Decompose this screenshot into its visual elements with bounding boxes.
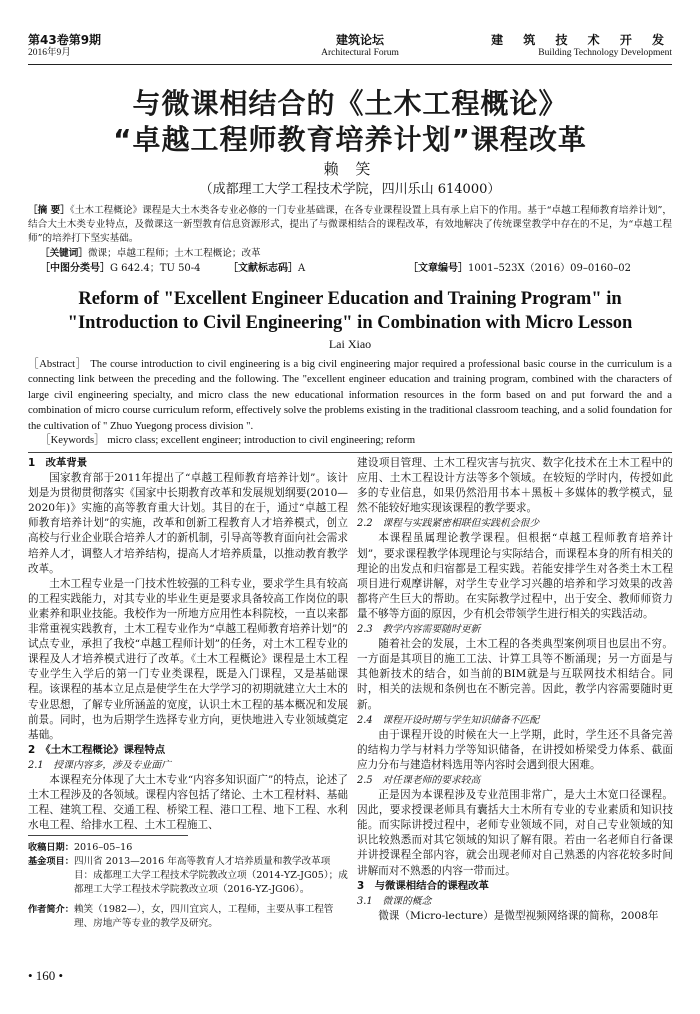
section-name bbox=[290, 34, 430, 60]
journal-name-en: Building Technology Development bbox=[538, 48, 672, 58]
fund-label: 基金项目： bbox=[28, 856, 74, 867]
affiliation-cn: （成都理工大学工程技术学院，四川乐山 614000） bbox=[199, 182, 501, 197]
footnote-rule bbox=[28, 835, 188, 836]
section-name-en: Architectural Forum bbox=[321, 48, 399, 58]
paragraph: 本课程充分体现了大土木专业“内容多知识面广”的特点，论述了土木工程涉及的各领域。课程内容包括了绪论、土木工程材料、基础工程、建筑工程、交通工程、桥梁工程、港口工程、地下工程、水利水电工程、给排水工程、土木工程施工、 bbox=[28, 773, 348, 832]
journal-name-cn: 建 筑 技 术 开 发 bbox=[491, 33, 672, 47]
paragraph: 建设项目管理、土木工程灾害与抗灾、数字化技术在土木工程中的应用、土木工程设计方法等多个领域。在较短的学时内，传授如此多的专业信息，如果仍然沿用书本＋黑板＋多媒体的教学模式，显然不能较好地实现该课程的教学要求。 bbox=[357, 457, 673, 515]
clc-value: G 642.4；TU 50-4 bbox=[110, 263, 201, 274]
page-number: • 160 • bbox=[28, 968, 64, 983]
abstract-en bbox=[28, 357, 672, 434]
keywords-cn-text: 微课；卓越工程师；土木工程概论；改革 bbox=[87, 248, 261, 259]
paragraph: 随着社会的发展，土木工程的各类典型案例项目也层出不穷。一方面是其项目的施工工法、计算工具等不断涌现；另一方面是与其他新技术的结合，如当前的BIM就是与互联网技术相结合。同时，相关的法规和条例也在不断完善。因此，教学内容需要随时更新。 bbox=[357, 638, 673, 711]
subsection-heading-3-1: 3.1 微课的概念 bbox=[357, 895, 432, 907]
journal-name bbox=[491, 34, 672, 60]
subsection-heading-2-3: 2.3 教学内容需要随时更新 bbox=[357, 624, 481, 636]
doc-label: ［文献标志码］ bbox=[228, 263, 298, 274]
art-label: ［文章编号］ bbox=[408, 263, 468, 274]
journal-volume-issue bbox=[28, 34, 101, 60]
author-bio bbox=[28, 903, 348, 931]
footnotes bbox=[28, 841, 348, 931]
clc-code bbox=[40, 262, 201, 275]
abstract-en-label: ［Abstract］ bbox=[28, 359, 88, 370]
title-cn-line2: “卓越工程师教育培养计划”课程改革 bbox=[113, 123, 587, 156]
author-bio-value: 赖笑（1982—），女，四川宜宾人，工程师，主要从事工程管理、房地产等专业的教学及研究。 bbox=[73, 904, 334, 929]
title-en-line1: Reform of "Excellent Engineer Education and Training Program" in bbox=[78, 289, 622, 309]
section-name-cn: 建筑论坛 bbox=[335, 33, 384, 47]
keywords-cn-label: ［关键词］ bbox=[40, 248, 88, 259]
author-bio-label: 作者简介： bbox=[28, 904, 74, 915]
header-rule bbox=[28, 64, 672, 65]
title-cn-line1: 与微课相结合的《土木工程概论》 bbox=[132, 87, 568, 120]
art-value: 1001–523X（2016）09–0160–02 bbox=[468, 263, 632, 274]
received-value: 2016–05–16 bbox=[73, 842, 133, 853]
keywords-en-text: micro class; excellent engineer; introduction to civil engineering; reform bbox=[107, 435, 416, 446]
volume-issue-text: 第43卷第9期 bbox=[28, 33, 102, 47]
fund-project bbox=[28, 855, 348, 897]
body-left-column bbox=[28, 456, 348, 833]
subsection-heading-2-1: 2.1 授课内容多，涉及专业面广 bbox=[28, 759, 171, 771]
paragraph: 由于课程开设的时候在大一上学期，此时，学生还不具备完善的结构力学与材料力学等知识储备，在讲授如桥梁受力体系、截面应力分布与建造材料选用等内容时会遇到很大困难。 bbox=[357, 728, 673, 771]
body-right-column bbox=[357, 456, 673, 924]
section-heading-3: 3 与微课相结合的课程改革 bbox=[357, 879, 489, 892]
received-date bbox=[28, 841, 348, 855]
abstract-cn-label: ［摘 要］ bbox=[28, 205, 70, 216]
subsection-heading-2-5: 2.5 对任课老师的要求较高 bbox=[357, 774, 481, 786]
clc-label: ［中图分类号］ bbox=[40, 263, 110, 274]
abstract-en-text: The course introduction to civil engineering is a big civil engineering major required a professional basic course in the curriculum is a connecting link between the preceding and the following. The "excellent engineer education and training program, combined with the characters of large civil engineering specialty, and micro class the new educational information resources in the form based on and put forward the and a combination of micro course curriculum reform, effectively solve the problems existing in the traditional classroom teaching, and a solid foundation for the cultivation of " Zhuo Yuegong process division ". bbox=[28, 359, 672, 432]
subsection-heading-2-4: 2.4 课程开设时期与学生知识储备不匹配 bbox=[357, 714, 540, 726]
paragraph: 国家教育部于2011年提出了“卓越工程师教育培养计划”。该计划是为贯彻贯彻落实《国家中长期教育改革和发展规划纲要(2010—2020年)》实施的高等教育重大计划。其目的在于，通过“卓越工程师教育培养计划”的实施，改革和创新工程教育人才培养模式，创立高校与行业企业联合培养人才的新机制，引导高等教育面向社会需求培养人才，调整人才培养结构，提高人才培养质量，以推动教育教学改革。 bbox=[28, 472, 348, 575]
paragraph: 土木工程专业是一门技术性较强的工科专业，要求学生具有较高的工程实践能力，对其专业的毕业生更是要求具备较高工作岗位的职业素养和职业技能。我校作为一所地方应用性本科院校，一直以来都非常重视实践教育，土木工程专业作为“卓越工程师教育培养计划”的试点专业，承担了我校“卓越工程师计划”的任务，对土木工程专业的课程及人才培养模式进行了改革。《土木工程概论》课程是土木工程专业学生入学后的第一门专业类课程，既是入门课程，又是基础课程。该课程的基本立足点是使学生在大学学习的初期就建立大土木的专业思想，了解专业所涵盖的宽度，认识土木工程的基本概况和发展前景。同时，也为后期学生选择专业方向，更快地进入专业领域奠定基础。 bbox=[28, 577, 348, 741]
section-heading-2: 2 《土木工程概论》课程特点 bbox=[28, 743, 166, 756]
author-en: Lai Xiao bbox=[328, 337, 372, 351]
article-number bbox=[408, 262, 631, 275]
received-label: 收稿日期： bbox=[28, 842, 74, 853]
publication-date: 2016年9月 bbox=[28, 48, 71, 58]
paragraph: 本课程虽属理论教学课程。但根据“卓越工程师教育培养计划”，要求课程教学体现理论与实际结合，而课程本身的所有相关的理论的出发点和归宿都是工程实践。若能安排学生对各类土木工程项目进行观摩讲解，对学生专业学习兴趣的培养和学习效果的改善都将产生巨大的帮助。在实际教学过程中，出于安全、教师师资力量不够等方面的原因，少有机会带领学生进行相关的实践活动。 bbox=[357, 532, 673, 620]
paragraph: 微课（Micro-lecture）是微型视频网络课的简称，2008年 bbox=[378, 909, 659, 922]
doc-value: A bbox=[298, 263, 306, 274]
section-heading-1: 1 改革背景 bbox=[28, 457, 88, 469]
subsection-heading-2-2: 2.2 课程与实践紧密相联但实践机会很少 bbox=[357, 518, 540, 530]
keywords-en-label: ［Keywords］ bbox=[40, 435, 105, 446]
body-divider bbox=[28, 452, 672, 453]
keywords-en bbox=[40, 434, 672, 448]
fund-value: 四川省 2013—2016 年高等教育人才培养质量和教学改革项目：成都理工大学工程技术学院教改立项（2014-YZ-JG05）；成都理工大学工程技术学院教改立项（2016-YZ-JG06）。 bbox=[73, 856, 348, 895]
paragraph: 正是因为本课程涉及专业范围非常广，是大土木宽口径课程。因此，要求授课老师具有囊括大土木所有专业的专业素质和知识技能。而实际讲授过程中，老师专业领域不同，对自己专业领域的知识比较熟悉而对其它领域的知识了解有限。若由一名老师自行备课并讲授课程全部内容，就会出现老师对自己熟悉的内容花较多时间讲解而对不熟悉的内容一带而过。 bbox=[357, 789, 673, 877]
abstract-cn-text: 《土木工程概论》课程是大土木类各专业必修的一门专业基础课，在各专业课程设置上具有承上启下的作用。基于“卓越工程师教育培养计划”，结合大土木类专业特点，及微课这一新型教育信息资源形式，提出了与微课相结合的课程改革，有效地解决了传统课堂教学中存在的不足，为“卓越工程师”的培养打下坚实基础。 bbox=[28, 205, 672, 244]
keywords-cn bbox=[40, 247, 672, 260]
abstract-cn bbox=[28, 204, 672, 245]
author-cn: 赖 笑 bbox=[323, 160, 377, 178]
document-code bbox=[228, 262, 305, 275]
title-en-line2: "Introduction to Civil Engineering" in Combination with Micro Lesson bbox=[67, 313, 633, 333]
